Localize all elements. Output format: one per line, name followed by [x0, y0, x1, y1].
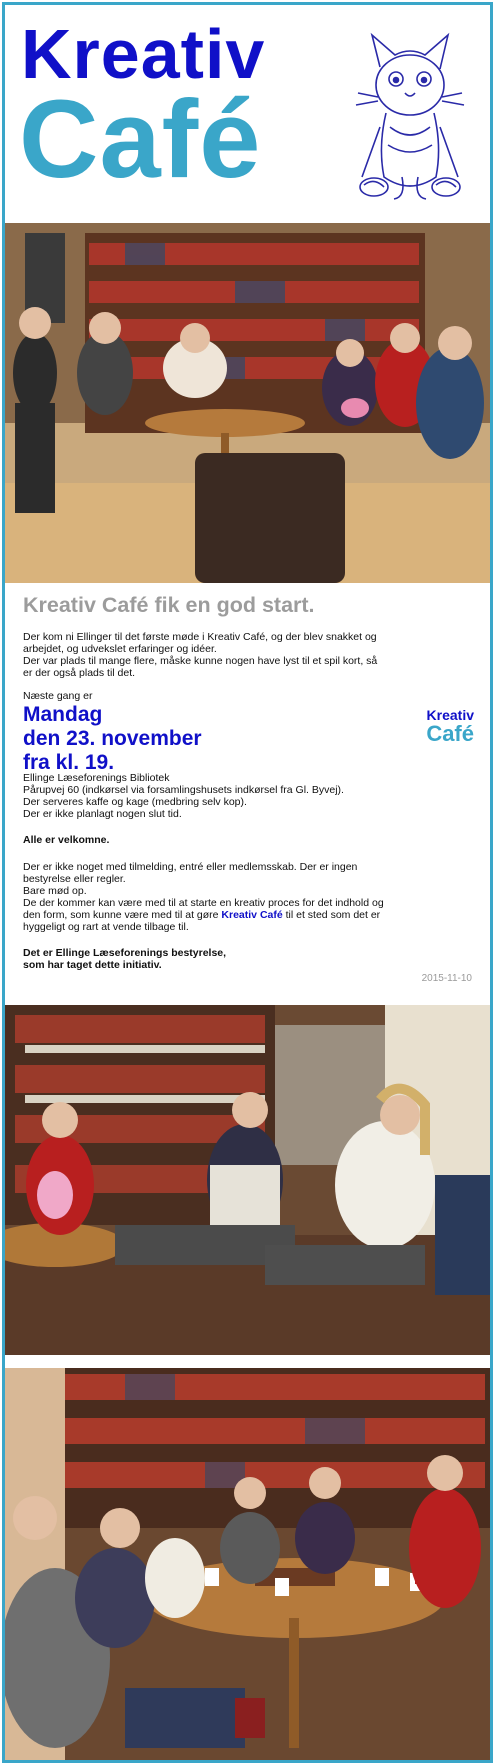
text-line: bestyrelse eller regler.: [23, 873, 126, 885]
header: [5, 5, 490, 223]
text-line: Der var plads til mange flere, måske kunne nogen have lyst til et spil kort, så: [23, 655, 378, 667]
address-block: [23, 772, 468, 820]
text-line: som har taget dette initiativ.: [23, 959, 162, 971]
photo-group-chatting: [5, 1005, 490, 1355]
text-segment: den form, som kunne være med til at gøre: [23, 909, 219, 921]
date-stamp: 2015-11-10: [421, 973, 472, 984]
next-meeting-label: Næste gang er: [23, 690, 93, 702]
intro-paragraph: [23, 631, 468, 679]
text-line: Bare mød op.: [23, 885, 87, 897]
mini-logo-cafe: Café: [426, 721, 474, 746]
text-segment: til et sted som det er: [285, 909, 381, 921]
kreativ-cafe-highlight: Kreativ Café: [221, 909, 283, 921]
text-line: Der er ikke planlagt nogen slut tid.: [23, 808, 182, 820]
board-initiative-text: [23, 947, 468, 971]
text-line: hyggeligt og rart at vende tilbage til.: [23, 921, 189, 933]
welcome-text: Alle er velkomne.: [23, 834, 110, 846]
article: [5, 583, 490, 1005]
article-headline: Kreativ Café fik en god start.: [23, 593, 315, 617]
logo-cafe: Café: [19, 78, 262, 201]
text-line: Der serveres kaffe og kage (medbring selv kop).: [23, 796, 247, 808]
text-line: Der er ikke noget med tilmelding, entré eller medlemsskab. Der er ingen: [23, 861, 358, 873]
text-line: [23, 909, 468, 921]
text-line: De der kommer kan være med til at starte en kreativ proces for det indhold og: [23, 897, 384, 909]
text-line: Pårupvej 60 (indkørsel via forsamlingshusets indkørsel fra Gl. Byvej).: [23, 784, 344, 796]
photo-coffee-table: [5, 1368, 490, 1760]
logo-kreativ: Kreativ: [21, 15, 266, 93]
mini-logo: [426, 707, 474, 745]
info-paragraph: [23, 861, 468, 933]
date-line: fra kl. 19.: [23, 751, 115, 774]
text-line: Der kom ni Ellinger til det første møde i Kreativ Café, og der blev snakket og: [23, 631, 377, 643]
text-line: er der også plads til det.: [23, 667, 136, 679]
text-line: Det er Ellinge Læseforenings bestyrelse,: [23, 947, 227, 959]
meeting-date: [23, 703, 202, 775]
mini-logo-kreativ: Kreativ: [426, 707, 474, 723]
date-line: Mandag: [23, 703, 103, 726]
text-line: Ellinge Læseforenings Bibliotek: [23, 772, 170, 784]
cat-knitting-drawing-icon: [350, 27, 470, 203]
text-line: arbejdet, og udvekslet erfaringer og idéer.: [23, 643, 217, 655]
photo-knitting-group-library: [5, 223, 490, 583]
newsletter-frame: [2, 2, 493, 1763]
date-line: den 23. november: [23, 727, 202, 750]
